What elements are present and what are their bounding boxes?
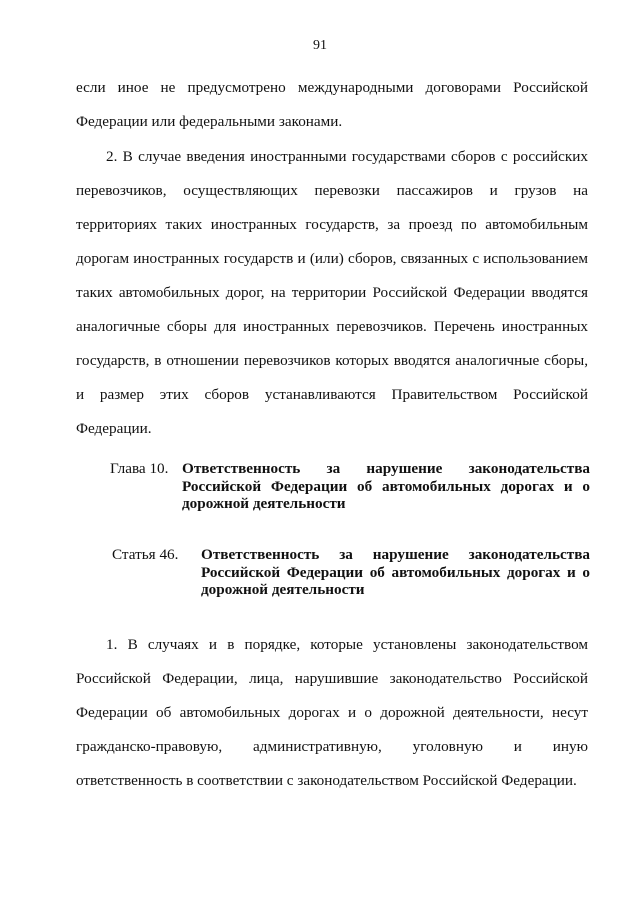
chapter-label: Глава 10. — [110, 460, 169, 477]
paragraph-text: 2. В случае введения иностранными государствами сборов с российских перевозчиков, осуществляющих перевозки пассажиров и грузов на территориях таких иностранных государств, за проезд по автомобильным дорогам иностранных государств и (или) сборов, связанных с использованием таких автомобильных дорог, на территории Российской Федерации вводятся аналогичные сборы для иностранных перевозчиков. Перечень иностранных государств, в отношении перевозчиков которых вводятся аналогичные сборы, и размер этих сборов устанавливаются Правительством Российской Федерации. — [76, 148, 588, 437]
article-title: Ответственность за нарушение законодательства Российской Федерации об автомобильных дорогах и о дорожной деятельности — [201, 546, 590, 598]
paragraph-clause-1 — [76, 628, 588, 798]
paragraph-continuation — [76, 71, 588, 139]
article-label: Статья 46. — [112, 546, 179, 563]
paragraph-text: если иное не предусмотрено международными договорами Российской Федерации или федеральными законами. — [76, 79, 588, 130]
paragraph-text: 1. В случаях и в порядке, которые установлены законодательством Российской Федерации, лица, нарушившие законодательство Российской Федерации об автомобильных дорогах и о дорожной деятельности, несут гражданско-правовую, административную, уголовную и иную ответственность в соответствии с законодательством Российской Федерации. — [76, 636, 588, 789]
page-number: 91 — [313, 38, 327, 53]
paragraph-clause-2 — [76, 140, 588, 446]
chapter-title: Ответственность за нарушение законодательства Российской Федерации об автомобильных дорогах и о дорожной деятельности — [182, 460, 590, 512]
